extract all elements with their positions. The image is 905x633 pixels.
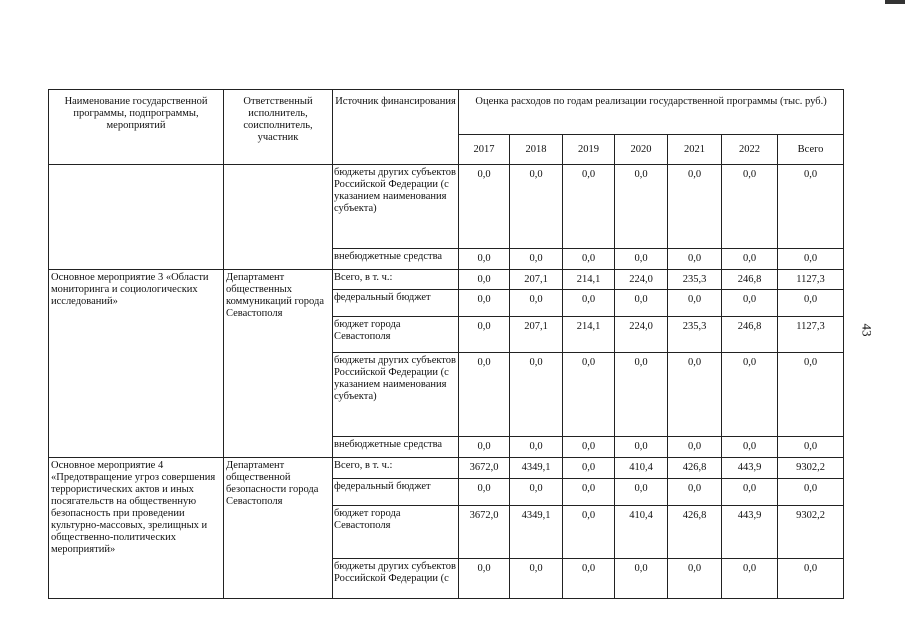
responsible-cell xyxy=(224,165,333,270)
total-value-cell: 0,0 xyxy=(778,249,844,270)
year-value-cell: 4349,1 xyxy=(510,458,563,479)
year-value-cell: 410,4 xyxy=(615,506,668,559)
year-value-cell: 0,0 xyxy=(722,353,778,437)
year-value-cell: 0,0 xyxy=(563,290,615,317)
funding-source-cell: бюджет города Севастополя xyxy=(333,317,459,353)
year-value-cell: 0,0 xyxy=(722,290,778,317)
table-row xyxy=(49,270,844,290)
total-value-cell: 0,0 xyxy=(778,353,844,437)
funding-source-cell: федеральный бюджет xyxy=(333,290,459,317)
year-value-cell: 0,0 xyxy=(510,437,563,458)
header-responsible: Ответственный исполнитель, соисполнитель, участник xyxy=(224,90,333,165)
year-value-cell: 0,0 xyxy=(615,479,668,506)
responsible-cell: Департамент общественных коммуникаций города Севастополя xyxy=(224,270,333,458)
year-value-cell: 0,0 xyxy=(510,479,563,506)
year-value-cell: 0,0 xyxy=(615,559,668,599)
year-value-cell: 0,0 xyxy=(668,479,722,506)
year-value-cell: 0,0 xyxy=(668,437,722,458)
year-value-cell: 0,0 xyxy=(563,506,615,559)
header-year: 2017 xyxy=(459,135,510,165)
year-value-cell: 0,0 xyxy=(563,458,615,479)
year-value-cell: 235,3 xyxy=(668,317,722,353)
year-value-cell: 0,0 xyxy=(615,353,668,437)
year-value-cell: 224,0 xyxy=(615,270,668,290)
funding-source-cell: внебюджетные средства xyxy=(333,249,459,270)
total-value-cell: 0,0 xyxy=(778,290,844,317)
year-value-cell: 214,1 xyxy=(563,270,615,290)
responsible-cell: Департамент общественной безопасности города Севастополя xyxy=(224,458,333,599)
activity-name-cell xyxy=(49,165,224,270)
year-value-cell: 0,0 xyxy=(668,353,722,437)
total-value-cell: 0,0 xyxy=(778,165,844,249)
financing-table xyxy=(48,89,844,599)
table-row xyxy=(49,458,844,479)
year-value-cell: 0,0 xyxy=(459,437,510,458)
year-value-cell: 0,0 xyxy=(563,559,615,599)
funding-source-cell: бюджеты других субъектов Российской Федерации (с xyxy=(333,559,459,599)
header-year: 2021 xyxy=(668,135,722,165)
year-value-cell: 0,0 xyxy=(459,249,510,270)
year-value-cell: 0,0 xyxy=(668,249,722,270)
year-value-cell: 214,1 xyxy=(563,317,615,353)
year-value-cell: 0,0 xyxy=(510,165,563,249)
total-value-cell: 1127,3 xyxy=(778,270,844,290)
year-value-cell: 0,0 xyxy=(668,290,722,317)
table-body xyxy=(49,165,844,599)
header-year: 2020 xyxy=(615,135,668,165)
year-value-cell: 246,8 xyxy=(722,270,778,290)
year-value-cell: 443,9 xyxy=(722,458,778,479)
year-value-cell: 0,0 xyxy=(459,270,510,290)
year-value-cell: 0,0 xyxy=(722,437,778,458)
year-value-cell: 207,1 xyxy=(510,317,563,353)
year-value-cell: 0,0 xyxy=(722,479,778,506)
year-value-cell: 0,0 xyxy=(459,317,510,353)
funding-source-cell: бюджеты других субъектов Российской Федерации (с указанием наименования субъекта) xyxy=(333,353,459,437)
year-value-cell: 3672,0 xyxy=(459,506,510,559)
funding-source-cell: федеральный бюджет xyxy=(333,479,459,506)
year-value-cell: 0,0 xyxy=(510,290,563,317)
year-value-cell: 246,8 xyxy=(722,317,778,353)
funding-source-cell: бюджеты других субъектов Российской Федерации (с указанием наименования субъекта) xyxy=(333,165,459,249)
year-value-cell: 0,0 xyxy=(510,353,563,437)
year-value-cell: 0,0 xyxy=(722,165,778,249)
header-year: 2018 xyxy=(510,135,563,165)
year-value-cell: 0,0 xyxy=(563,437,615,458)
year-value-cell: 0,0 xyxy=(668,559,722,599)
year-value-cell: 426,8 xyxy=(668,506,722,559)
year-value-cell: 0,0 xyxy=(459,290,510,317)
year-value-cell: 426,8 xyxy=(668,458,722,479)
year-value-cell: 0,0 xyxy=(510,559,563,599)
activity-name-cell: Основное мероприятие 3 «Области мониторинга и социологических исследований» xyxy=(49,270,224,458)
header-source: Источник финансирования xyxy=(333,90,459,165)
year-value-cell: 0,0 xyxy=(615,249,668,270)
header-name: Наименование государственной программы, подпрограммы, мероприятий xyxy=(49,90,224,165)
year-value-cell: 0,0 xyxy=(615,290,668,317)
header-year: 2019 xyxy=(563,135,615,165)
funding-source-cell: бюджет города Севастополя xyxy=(333,506,459,559)
total-value-cell: 9302,2 xyxy=(778,506,844,559)
year-value-cell: 0,0 xyxy=(563,353,615,437)
document-sheet xyxy=(48,89,844,599)
year-value-cell: 0,0 xyxy=(459,165,510,249)
funding-source-cell: внебюджетные средства xyxy=(333,437,459,458)
year-value-cell: 4349,1 xyxy=(510,506,563,559)
year-value-cell: 410,4 xyxy=(615,458,668,479)
year-value-cell: 0,0 xyxy=(563,479,615,506)
year-value-cell: 0,0 xyxy=(459,353,510,437)
year-value-cell: 443,9 xyxy=(722,506,778,559)
total-value-cell: 9302,2 xyxy=(778,458,844,479)
year-value-cell: 0,0 xyxy=(615,165,668,249)
year-value-cell: 0,0 xyxy=(459,479,510,506)
year-value-cell: 0,0 xyxy=(563,249,615,270)
header-year: 2022 xyxy=(722,135,778,165)
total-value-cell: 1127,3 xyxy=(778,317,844,353)
year-value-cell: 0,0 xyxy=(668,165,722,249)
year-value-cell: 224,0 xyxy=(615,317,668,353)
year-value-cell: 207,1 xyxy=(510,270,563,290)
year-value-cell: 0,0 xyxy=(722,249,778,270)
year-value-cell: 0,0 xyxy=(459,559,510,599)
total-value-cell: 0,0 xyxy=(778,559,844,599)
activity-name-cell: Основное мероприятие 4 «Предотвращение угроз совершения террористических актов и иных посягательств на общественную безопасность при проведении культурно-массовых, зрелищных и общественно-политических мероприятий» xyxy=(49,458,224,599)
year-value-cell: 0,0 xyxy=(510,249,563,270)
header-total: Всего xyxy=(778,135,844,165)
header-estimate: Оценка расходов по годам реализации государственной программы (тыс. руб.) xyxy=(459,90,844,135)
funding-source-cell: Всего, в т. ч.: xyxy=(333,458,459,479)
table-row xyxy=(49,165,844,249)
year-value-cell: 235,3 xyxy=(668,270,722,290)
funding-source-cell: Всего, в т. ч.: xyxy=(333,270,459,290)
year-value-cell: 0,0 xyxy=(563,165,615,249)
year-value-cell: 0,0 xyxy=(722,559,778,599)
page-number: 43 xyxy=(859,323,875,337)
year-value-cell: 3672,0 xyxy=(459,458,510,479)
total-value-cell: 0,0 xyxy=(778,479,844,506)
scan-edge-mark xyxy=(885,0,905,4)
total-value-cell: 0,0 xyxy=(778,437,844,458)
year-value-cell: 0,0 xyxy=(615,437,668,458)
